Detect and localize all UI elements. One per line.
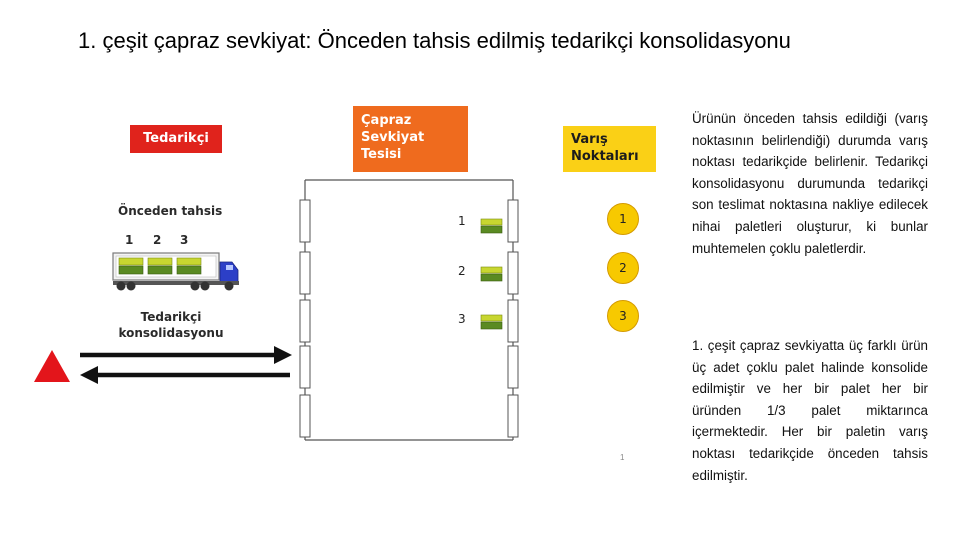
outbound-door-3: [508, 300, 518, 342]
paragraph-2: 1. çeşit çapraz sevkiyatta üç farklı ürün üç adet çoklu palet halinde konsolide edilmiştir ve her bir palet her bir üründen 1/3 palet miktarınca içermektedir. Her bir paletin varış noktası tedarikçide önceden tahsis edilmiştir.: [692, 338, 928, 483]
facility-line-3: Tesisi: [361, 147, 402, 162]
consolidation-line-1: Tedarikçi: [140, 310, 202, 324]
inbound-door-4: [300, 346, 310, 388]
destinations-line-2: Noktaları: [571, 149, 639, 164]
pallet-number-3: 3: [180, 233, 189, 247]
outbound-door-2: [508, 252, 518, 294]
dock-pallet-2: [481, 267, 502, 281]
outbound-door-4: [508, 346, 518, 388]
inbound-door-3: [300, 300, 310, 342]
truck-icon: [113, 253, 239, 291]
dock-number-2: 2: [458, 264, 466, 278]
paragraph-1: Ürünün önceden tahsis edildiği (varış noktasının belirlendiği) durumda varış noktası tedarikçide belirlenir. Tedarikçi konsolidasyonu durumunda tedarikçi son teslimat noktasına nakliye edilecek nihai paletleri oluşturur, ki bunlar muhtemelen çoklu paletlerdir.: [692, 111, 928, 256]
dock-pallet-1: [481, 219, 502, 233]
inbound-arrow-icon: [80, 346, 292, 364]
destinations-line-1: Varış: [571, 132, 608, 147]
facility-line-2: Sevkiyat: [361, 130, 425, 145]
pallet-number-1: 1: [125, 233, 134, 247]
truck-pallet-1: [119, 258, 143, 274]
destination-circle-2: 2: [607, 252, 639, 284]
consolidation-line-2: konsolidasyonu: [118, 326, 224, 340]
destination-circle-3: 3: [607, 300, 639, 332]
outbound-door-1: [508, 200, 518, 242]
dock-number-1: 1: [458, 214, 466, 228]
outbound-arrow-icon: [80, 366, 290, 384]
truck-pallet-2: [148, 258, 172, 274]
slide-number: 1: [620, 453, 625, 462]
slide-title: 1. çeşit çapraz sevkiyat: Önceden tahsis edilmiş tedarikçi konsolidasyonu: [78, 28, 791, 53]
inbound-door-1: [300, 200, 310, 242]
outbound-door-5: [508, 395, 518, 437]
pallet-number-2: 2: [153, 233, 162, 247]
destination-circle-1: 1: [607, 203, 639, 235]
inbound-door-2: [300, 252, 310, 294]
inbound-door-5: [300, 395, 310, 437]
supplier-triangle-icon: [34, 350, 70, 382]
supplier-label: Tedarikçi: [130, 125, 222, 153]
facility-line-1: Çapraz: [361, 113, 412, 128]
dock-number-3: 3: [458, 312, 466, 326]
dock-pallet-3: [481, 315, 502, 329]
preallocated-label: Önceden tahsis: [118, 204, 223, 218]
truck-pallet-3: [177, 258, 201, 274]
